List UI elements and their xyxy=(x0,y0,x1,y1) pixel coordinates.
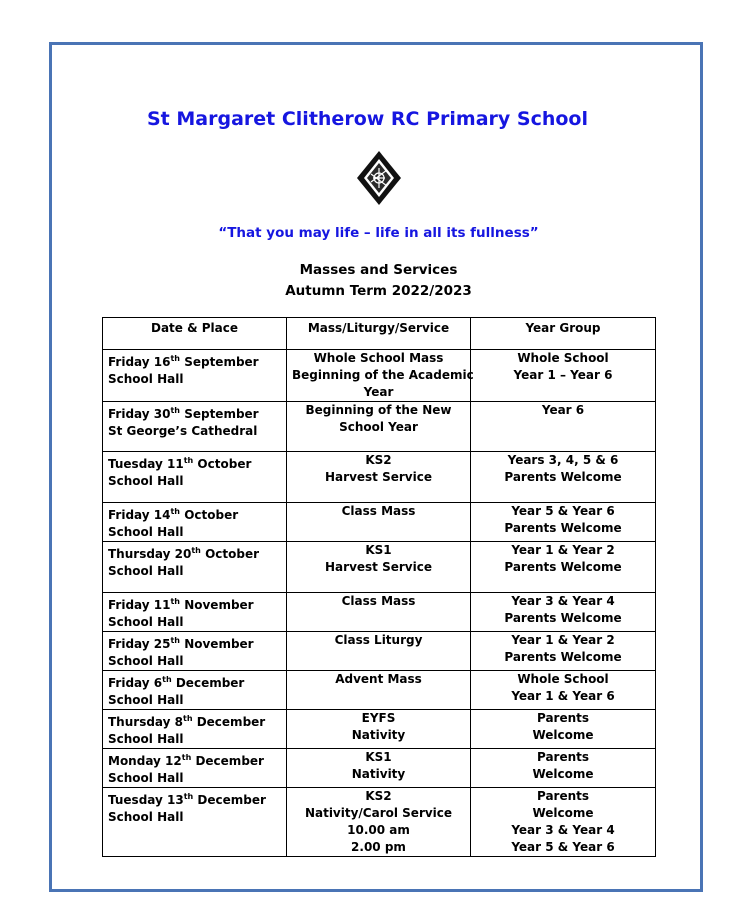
year-group-cell xyxy=(471,749,656,788)
service-cell xyxy=(287,593,471,632)
service-cell xyxy=(287,632,471,671)
ordinal-suffix: th xyxy=(183,456,194,465)
service-line: EYFS xyxy=(361,711,396,725)
event-place: School Hall xyxy=(108,654,184,668)
year-group-cell xyxy=(471,350,656,402)
ordinal-suffix: th xyxy=(170,597,181,606)
schedule-heading: Masses and Services xyxy=(299,262,458,278)
service-line: Harvest Service xyxy=(325,560,432,574)
event-month: October xyxy=(200,547,260,561)
ordinal-suffix: th xyxy=(183,714,193,723)
year-group-cell xyxy=(471,542,656,593)
year-group-line: Parents Welcome xyxy=(504,650,622,664)
event-date xyxy=(108,749,281,770)
table-row xyxy=(103,788,656,857)
year-group-line: Year 3 & Year 4 xyxy=(511,594,615,608)
ordinal-suffix: th xyxy=(181,753,192,762)
year-group-line: Year 1 & Year 2 xyxy=(511,543,615,557)
event-day: Tuesday 13 xyxy=(108,793,184,807)
ordinal-suffix: th xyxy=(170,507,181,516)
event-month: December xyxy=(192,715,266,729)
year-group-line: Welcome xyxy=(532,806,594,820)
date-place-cell xyxy=(103,452,287,503)
year-group-line: Parents xyxy=(536,711,590,725)
service-cell xyxy=(287,402,471,452)
service-line: School Year xyxy=(339,420,418,434)
year-group-line: Years 3, 4, 5 & 6 xyxy=(507,453,619,467)
event-place: School Hall xyxy=(108,693,184,707)
service-line: Nativity xyxy=(351,728,406,742)
table-row xyxy=(103,710,656,749)
service-cell xyxy=(287,452,471,503)
event-day: Thursday 8 xyxy=(108,715,183,729)
event-day: Friday 6 xyxy=(108,676,163,690)
event-day: Tuesday 11 xyxy=(108,457,184,471)
service-cell xyxy=(287,671,471,710)
year-group-line: Year 1 & Year 6 xyxy=(511,689,615,703)
service-line: 2.00 pm xyxy=(351,840,406,854)
event-date xyxy=(108,350,281,371)
date-place-cell xyxy=(103,710,287,749)
ordinal-suffix: th xyxy=(191,546,201,555)
date-place-cell xyxy=(103,542,287,593)
event-place: School Hall xyxy=(108,564,184,578)
event-place: School Hall xyxy=(108,732,184,746)
date-place-cell xyxy=(103,402,287,452)
date-place-cell xyxy=(103,788,287,857)
table-row xyxy=(103,452,656,503)
year-group-line: Whole School xyxy=(517,351,609,365)
event-date xyxy=(108,503,281,524)
event-month: December xyxy=(191,754,264,768)
year-group-cell xyxy=(471,788,656,857)
year-group-line: Parents Welcome xyxy=(504,611,622,625)
school-crest-icon xyxy=(356,150,402,206)
event-month: December xyxy=(171,676,245,690)
year-group-cell xyxy=(471,593,656,632)
event-day: Monday 12 xyxy=(108,754,182,768)
event-day: Friday 16 xyxy=(108,355,171,369)
date-place-cell xyxy=(103,671,287,710)
event-day: Thursday 20 xyxy=(108,547,192,561)
event-date xyxy=(108,542,281,563)
year-group-line: Parents xyxy=(536,789,590,803)
service-cell xyxy=(287,542,471,593)
year-group-cell xyxy=(471,402,656,452)
year-group-line: Welcome xyxy=(532,767,594,781)
table-row xyxy=(103,503,656,542)
year-group-cell xyxy=(471,632,656,671)
ordinal-suffix: th xyxy=(170,354,181,363)
year-group-line: Year 6 xyxy=(541,403,585,417)
year-group-line: Whole School xyxy=(517,672,609,686)
date-place-cell xyxy=(103,749,287,788)
services-table xyxy=(102,317,656,857)
event-date xyxy=(108,593,281,614)
service-cell xyxy=(287,749,471,788)
term-heading: Autumn Term 2022/2023 xyxy=(285,283,472,299)
service-line: Whole School Mass xyxy=(313,351,444,365)
header-service: Mass/Liturgy/Service xyxy=(287,318,471,350)
service-line: Class Liturgy xyxy=(334,633,423,647)
event-place: School Hall xyxy=(108,372,184,386)
year-group-line: Welcome xyxy=(532,728,594,742)
date-place-cell xyxy=(103,593,287,632)
event-date xyxy=(108,632,281,653)
ordinal-suffix: th xyxy=(162,675,172,684)
service-cell xyxy=(287,710,471,749)
service-line: Class Mass xyxy=(341,594,416,608)
event-date xyxy=(108,402,281,423)
event-place: School Hall xyxy=(108,615,184,629)
date-place-cell xyxy=(103,632,287,671)
event-date xyxy=(108,671,281,692)
year-group-line: Year 5 & Year 6 xyxy=(511,840,615,854)
service-line: 10.00 am xyxy=(347,823,410,837)
event-date xyxy=(108,452,281,473)
year-group-cell xyxy=(471,452,656,503)
event-place: St George’s Cathedral xyxy=(108,424,258,438)
ordinal-suffix: th xyxy=(170,406,181,415)
year-group-cell xyxy=(471,503,656,542)
table-row xyxy=(103,749,656,788)
header-year-group: Year Group xyxy=(471,318,656,350)
event-month: September xyxy=(180,407,259,421)
table-row xyxy=(103,632,656,671)
service-line: Harvest Service xyxy=(325,470,432,484)
year-group-line: Year 1 – Year 6 xyxy=(513,368,613,382)
year-group-line: Year 3 & Year 4 xyxy=(511,823,615,837)
event-day: Friday 14 xyxy=(108,508,171,522)
service-line: Class Mass xyxy=(341,504,416,518)
event-place: School Hall xyxy=(108,810,184,824)
service-line: KS1 xyxy=(365,543,392,557)
year-group-line: Parents Welcome xyxy=(504,560,622,574)
school-title: St Margaret Clitherow RC Primary School xyxy=(147,108,588,130)
table-row xyxy=(103,542,656,593)
event-day: Friday 11 xyxy=(108,598,171,612)
event-month: October xyxy=(193,457,252,471)
date-place-cell xyxy=(103,350,287,402)
event-place: School Hall xyxy=(108,525,184,539)
table-row xyxy=(103,402,656,452)
table-row xyxy=(103,350,656,402)
event-day: Friday 25 xyxy=(108,637,171,651)
year-group-line: Parents Welcome xyxy=(504,470,622,484)
event-place: School Hall xyxy=(108,771,184,785)
date-place-cell xyxy=(103,503,287,542)
service-line: Beginning of the Academic xyxy=(292,368,474,382)
event-month: December xyxy=(193,793,266,807)
year-group-line: Parents xyxy=(536,750,590,764)
ordinal-suffix: th xyxy=(170,636,181,645)
table-header-row xyxy=(103,318,656,350)
service-line: KS1 xyxy=(365,750,392,764)
ordinal-suffix: th xyxy=(183,792,194,801)
service-cell xyxy=(287,503,471,542)
service-line: Year xyxy=(363,385,394,399)
event-date xyxy=(108,710,281,731)
year-group-cell xyxy=(471,671,656,710)
event-month: November xyxy=(180,598,254,612)
year-group-line: Year 5 & Year 6 xyxy=(511,504,615,518)
service-line: Beginning of the New xyxy=(305,403,452,417)
event-date xyxy=(108,788,281,809)
service-line: Nativity/Carol Service xyxy=(304,806,453,820)
service-line: Advent Mass xyxy=(335,672,422,686)
service-line: Nativity xyxy=(351,767,406,781)
school-motto: “That you may life – life in all its fullness” xyxy=(218,225,539,241)
event-day: Friday 30 xyxy=(108,407,171,421)
event-place: School Hall xyxy=(108,474,184,488)
event-month: October xyxy=(180,508,239,522)
event-month: September xyxy=(180,355,259,369)
table-row xyxy=(103,593,656,632)
table-row xyxy=(103,671,656,710)
year-group-line: Parents Welcome xyxy=(504,521,622,535)
year-group-cell xyxy=(471,710,656,749)
event-month: November xyxy=(180,637,254,651)
service-line: KS2 xyxy=(365,453,392,467)
service-cell xyxy=(287,350,474,402)
service-line: KS2 xyxy=(365,789,392,803)
service-cell xyxy=(287,788,471,857)
year-group-line: Year 1 & Year 2 xyxy=(511,633,615,647)
header-date-place: Date & Place xyxy=(103,318,287,350)
